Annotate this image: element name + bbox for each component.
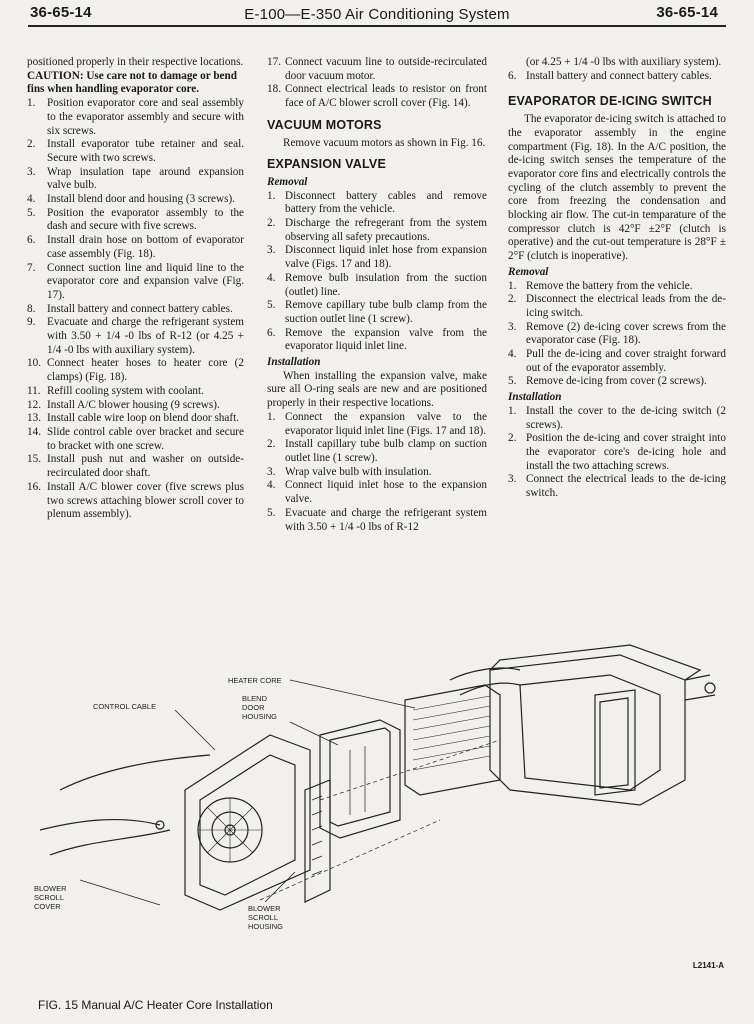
step-item: 8. Install battery and connect battery cables. bbox=[27, 302, 233, 315]
step-item: 4. Pull the de-icing and cover straight forward out of the evaporator assembly. bbox=[508, 348, 726, 374]
step-item: 2. Install capillary tube bulb clamp on suction outlet line (1 screw). bbox=[267, 438, 487, 464]
step-item: 5. Position the evaporator assembly to the dash and secure with five screws. bbox=[27, 206, 244, 233]
deicing-installation-label: Installation bbox=[508, 391, 562, 404]
vacuum-motors-heading: VACUUM MOTORS bbox=[267, 117, 382, 132]
figure-caption: FIG. 15 Manual A/C Heater Core Installation bbox=[38, 998, 273, 1012]
step-item: 6. Remove the expansion valve from the evaporator liquid inlet line. bbox=[267, 326, 487, 353]
deicing-installation-steps bbox=[508, 405, 726, 501]
step-item: 5. Remove de-icing from cover (2 screws). bbox=[508, 375, 707, 388]
vacuum-motors-text: Remove vacuum motors as shown in Fig. 16. bbox=[283, 136, 486, 149]
step-item: 1. Position evaporator core and seal assembly to the evaporator assembly and secure with six screws. bbox=[27, 97, 244, 137]
label-blower-scroll-housing: BLOWER SCROLL HOUSING bbox=[248, 904, 284, 931]
col1-intro: positioned properly in their respective locations. bbox=[27, 56, 244, 68]
expansion-installation-label: Installation bbox=[267, 356, 321, 369]
label-blower-scroll-cover: BLOWER SCROLL COVER bbox=[34, 884, 67, 911]
step-item: 12. Install A/C blower housing (9 screws). bbox=[27, 398, 220, 411]
step-item: 9. Evacuate and charge the refrigerant system with 3.50 + 1/4 -0 lbs of R-12 (or 4.25 + 1/4 -0 lbs with auxiliary system). bbox=[27, 316, 244, 356]
step-item: 5. Evacuate and charge the refrigerant system with 3.50 + 1/4 -0 lbs of R-12 bbox=[267, 506, 487, 533]
expansion-installation-text: When installing the expansion valve, make sure all O-ring seals are new and are positioned properly in their respective locations. bbox=[267, 369, 487, 410]
header-rule bbox=[28, 25, 726, 27]
step-item: 4. Remove bulb insulation from the suction (outlet) line. bbox=[267, 271, 487, 298]
step-item: 2. Disconnect the electrical leads from the de-icing switch. bbox=[508, 293, 726, 319]
expansion-valve-heading: EXPANSION VALVE bbox=[267, 157, 386, 172]
step-item: 2. Install evaporator tube retainer and seal. Secure with two screws. bbox=[27, 138, 244, 164]
step-item: 16. Install A/C blower cover (five screws plus two screws attaching blower scroll cover to plenum assembly). bbox=[27, 480, 244, 521]
step-item: 3. Wrap insulation tape around expansion valve bulb. bbox=[27, 165, 244, 192]
step-item: 6. Install drain hose on bottom of evaporator case assembly (Fig. 18). bbox=[27, 234, 244, 260]
expansion-removal-steps bbox=[267, 190, 487, 354]
step-item: 3. Disconnect liquid inlet hose from expansion valve (Figs. 17 and 18). bbox=[267, 244, 487, 271]
step-item: 14. Slide control cable over bracket and secure to bracket with one screw. bbox=[27, 425, 244, 452]
col1-step-list bbox=[27, 97, 244, 522]
step-item: 3. Remove (2) de-icing cover screws from the evaporator case (Fig. 18). bbox=[508, 320, 726, 347]
step-item: 13. Install cable wire loop on blend door shaft. bbox=[27, 412, 240, 425]
step-item: 2. Position the de-icing and cover straight into the evaporator core's de-icing hole and install the two attaching screws. bbox=[508, 432, 726, 472]
step-item: 4. Connect liquid inlet hose to the expansion valve. bbox=[267, 479, 487, 506]
deicing-switch-text: The evaporator de-icing switch is attached to the evaporator assembly in the engine compartment (Fig. 18). In the A/C position, the de-icing switch senses the temperature of the evaporator core fins and electrically controls the cycling of the clutch assembly to prevent the core from freezing the condensation and blocking air flow. The cut-in temparature of the compressor clutch is 42°F ±2°F (clutch is operative) and the cut-out temperature is 28°F ± 2°F (clutch is inoperative). bbox=[508, 113, 726, 263]
step-item: 1. Install the cover to the de-icing switch (2 screws). bbox=[508, 404, 726, 431]
step-item: 1. Disconnect battery cables and remove battery from the vehicle. bbox=[267, 189, 487, 216]
deicing-switch-heading: EVAPORATOR DE-ICING SWITCH bbox=[508, 94, 712, 109]
col3-step6: 6. Install battery and connect battery cables. bbox=[508, 69, 712, 82]
step-item: 10. Connect heater hoses to heater core (2 clamps) (Fig. 18). bbox=[27, 357, 244, 384]
step-item: 3. Wrap valve bulb with insulation. bbox=[267, 465, 432, 478]
page-header-title: E-100—E-350 Air Conditioning System bbox=[244, 6, 510, 23]
column-2 bbox=[267, 56, 487, 534]
step-item: 5. Remove capillary tube bulb clamp from the suction outlet line (1 screw). bbox=[267, 299, 487, 325]
column-3 bbox=[508, 56, 726, 501]
step-item: 15. Install push nut and washer on outside-recirculated door shaft. bbox=[27, 453, 244, 480]
deicing-removal-steps bbox=[508, 280, 726, 390]
label-blend-door-housing: BLEND DOOR HOUSING bbox=[242, 694, 278, 721]
step-item: 11. Refill cooling system with coolant. bbox=[27, 384, 204, 397]
step-item: 3. Connect the electrical leads to the de-icing switch. bbox=[508, 473, 726, 500]
deicing-removal-label: Removal bbox=[508, 265, 549, 278]
exploded-view-illustration bbox=[20, 640, 736, 960]
step-item: 4. Install blend door and housing (3 screws). bbox=[27, 193, 235, 206]
step-item: 18. Connect electrical leads to resistor on front face of A/C blower scroll cover (Fig. 14). bbox=[267, 83, 487, 110]
heater-core-installation-figure bbox=[20, 640, 736, 960]
label-heater-core: HEATER CORE bbox=[228, 676, 282, 685]
page-number-right: 36-65-14 bbox=[656, 4, 718, 21]
page-number-left: 36-65-14 bbox=[30, 4, 92, 21]
figure-id: L2141-A bbox=[692, 961, 724, 970]
step-item: 1. Connect the expansion valve to the evaporator liquid inlet line (Figs. 17 and 18). bbox=[267, 410, 487, 437]
expansion-removal-label: Removal bbox=[267, 175, 308, 188]
label-control-cable: CONTROL CABLE bbox=[93, 702, 157, 711]
col3-continued-text: (or 4.25 + 1/4 -0 lbs with auxiliary system). bbox=[526, 56, 722, 68]
step-item: 17. Connect vacuum line to outside-recirculated door vacuum motor. bbox=[267, 56, 487, 82]
column-1 bbox=[27, 56, 244, 522]
col2-continued-steps bbox=[267, 56, 487, 111]
step-item: 7. Connect suction line and liquid line to the evaporator core and expansion valve (Fig. 17). bbox=[27, 261, 244, 301]
step-item: 1. Remove the battery from the vehicle. bbox=[508, 279, 693, 292]
caution-note: CAUTION: Use care not to damage or bend fins when handling evaporator core. bbox=[27, 69, 237, 96]
step-item: 2. Discharge the refregerant from the system observing all safety precautions. bbox=[267, 217, 487, 243]
expansion-installation-steps bbox=[267, 411, 487, 534]
col3-step6-list bbox=[508, 70, 726, 84]
